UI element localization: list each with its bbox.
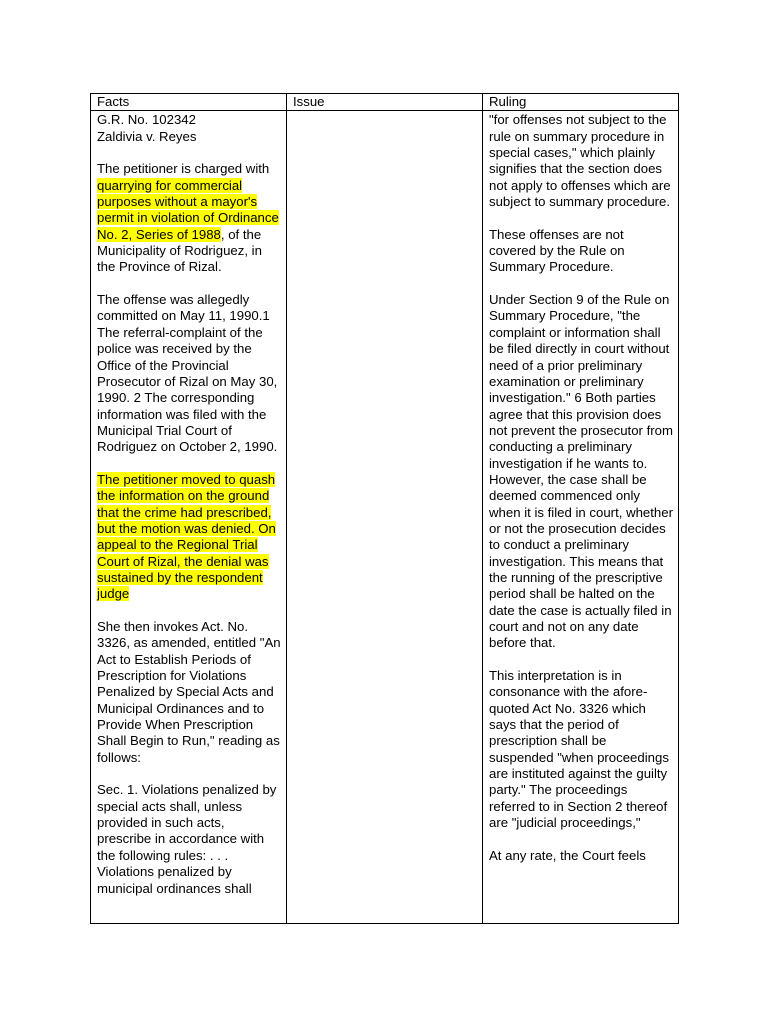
facts-paragraph (97, 292, 281, 455)
facts-paragraph (97, 161, 281, 275)
highlighted-text: The petitioner moved to quash the information on the ground that the crime had prescribed, but the motion was denied. On appeal to the Regional Trial Court of Rizal, the denial was sustained by the respondent judge (97, 471, 276, 602)
content-row (91, 111, 679, 924)
text-run: This interpretation is in consonance with the afore-quoted Act No. 3326 which says that the period of prescription shall be suspended "when proceedings are instituted against the guilty party." The proceedings referred to in Section 2 thereof are "judicial proceedings," (489, 668, 669, 831)
header-issue: Issue (287, 94, 483, 111)
facts-cell (91, 111, 287, 924)
text-run: Sec. 1. Violations penalized by special acts shall, unless provided in such acts, prescribe in accordance with the following rules: . . . Violations penalized by municipal ordinances shall (97, 782, 277, 896)
header-ruling: Ruling (483, 94, 679, 111)
text-run: The offense was allegedly committed on May 11, 1990.1 The referral-complaint of the police was received by the Office of the Provincial Prosecutor of Rizal on May 30, 1990. 2 The corresponding information was filed with the Municipal Trial Court of Rodriguez on October 2, 1990. (97, 292, 278, 455)
text-run: G.R. No. 102342 (97, 112, 196, 128)
facts-paragraph (97, 782, 281, 896)
text-run: She then invokes Act. No. 3326, as amended, entitled "An Act to Establish Periods of Prescription for Violations Penalized by Special Acts and Municipal Ordinances and to Provide When Prescription Shall Begin to Run," reading as follows: (97, 619, 281, 765)
text-run: "for offenses not subject to the rule on summary procedure in special cases," which plainly signifies that the section does not apply to offenses which are subject to summary procedure. (489, 112, 671, 210)
ruling-paragraph (489, 292, 673, 652)
ruling-paragraph (489, 112, 673, 210)
header-row (91, 94, 679, 111)
highlighted-text: quarrying for commercial purposes without a mayor's permit in violation of Ordinance No. 2, Series of 1988 (97, 177, 279, 242)
facts-paragraph (97, 112, 281, 145)
case-digest-table (90, 93, 679, 924)
text-run: The petitioner is charged with (97, 161, 270, 177)
facts-paragraph (97, 472, 281, 603)
text-run: Under Section 9 of the Rule on Summary Procedure, "the complaint or information shall be filed directly in court without need of a prior preliminary examination or preliminary investigation." 6 Both parties agree that this provision does not prevent the prosecutor from conducting a preliminary investigation if he wants to. However, the case shall be deemed commenced only when it is filed in court, whether or not the prosecution decides to conduct a preliminary investigation. This means that the running of the prescriptive period shall be halted on the date the case is actually filed in court and not on any date before that. (489, 292, 673, 651)
text-run: , of the Municipality of Rodriguez, in the Province of Rizal. (97, 226, 262, 275)
ruling-paragraph (489, 848, 673, 864)
ruling-paragraph (489, 668, 673, 831)
header-facts: Facts (91, 94, 287, 111)
ruling-paragraph (489, 227, 673, 276)
issue-cell (287, 111, 483, 924)
text-run: These offenses are not covered by the Rule on Summary Procedure. (489, 226, 625, 275)
text-run: Zaldivia v. Reyes (97, 128, 197, 144)
text-run: At any rate, the Court feels (489, 847, 646, 863)
ruling-cell (483, 111, 679, 924)
facts-paragraph (97, 619, 281, 766)
